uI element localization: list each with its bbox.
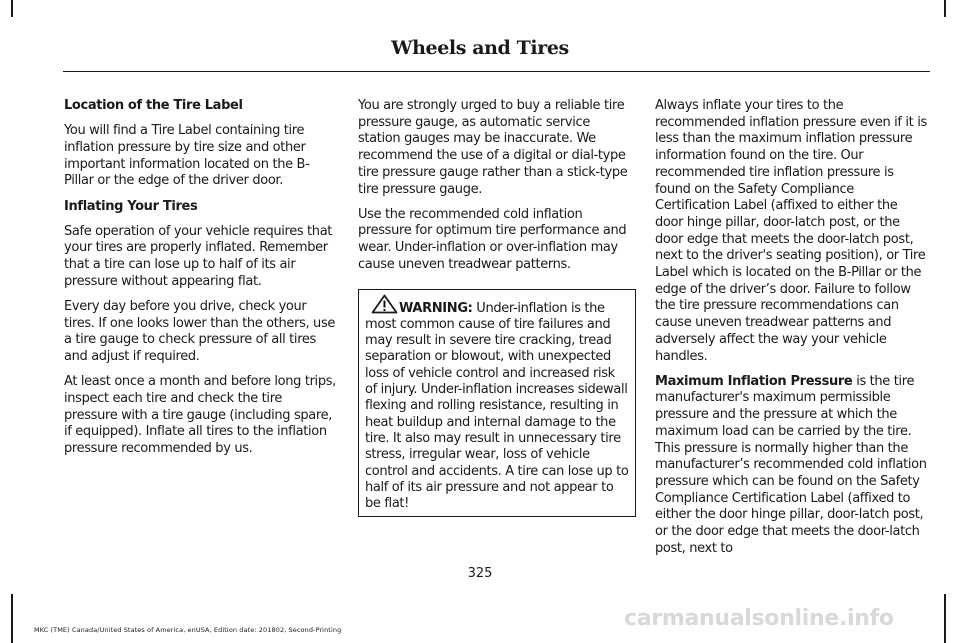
crop-mark bbox=[11, 594, 13, 643]
warning-label: WARNING: bbox=[399, 300, 473, 316]
watermark: carmanualsonline.info bbox=[624, 606, 894, 631]
edition-footer: MKC (TME) Canada/United States of America, enUSA, Edition date: 201802, Second-Printing bbox=[34, 626, 342, 634]
paragraph: Always inflate your tires to the recommended inflation pressure even if it is less than the maximum inflation pressure information found on the tire. Our recommended tire inflation pressure is found on the Safety Compliance Certification Label (affixed to either the door hinge pillar, door-latch post, or the door edge that meets the door-latch post, next to the driver's seating position), or Tire Label which is located on the B-Pillar or the edge of the driver’s door. Failure to follow the tire pressure recommendations can cause uneven treadwear patterns and adversely affect the way your vehicle handles. bbox=[655, 98, 927, 364]
page-section-title: Wheels and Tires bbox=[391, 37, 569, 59]
text-column-left bbox=[64, 98, 336, 466]
paragraph: Every day before you drive, check your tires. If one looks lower than the others, use a tire gauge to check pressure of all tires and adjust if required. bbox=[64, 299, 336, 365]
text-column-right bbox=[655, 98, 929, 566]
text-column-middle bbox=[358, 98, 636, 517]
paragraph: You are strongly urged to buy a reliable tire pressure gauge, as automatic service station gauges may be inaccurate. We recommend the use of a digital or dial-type tire pressure gauge rather than a stick-type tire pressure gauge. bbox=[358, 98, 628, 197]
term-max-inflation-pressure: Maximum Inflation Pressure bbox=[655, 373, 853, 389]
header-divider bbox=[63, 71, 930, 72]
warning-triangle-icon bbox=[371, 294, 398, 314]
paragraph: Use the recommended cold inflation pressure for optimum tire performance and wear. Under-inflation or over-inflation may cause uneven treadwear patterns. bbox=[358, 206, 627, 272]
warning-text: Under-inflation is the most common cause of tire failures and may result in severe tire cracking, tread separation or blowout, with unexpected loss of vehicle control and increased risk of injury. Under-inflation increases sidewall flexing and rolling resistance, resulting in heat buildup and internal damage to the tire. It also may result in unnecessary tire stress, irregular wear, loss of vehicle control and accidents. A tire can lose up to half of its air pressure and not appear to be flat! bbox=[365, 300, 629, 512]
paragraph: Safe operation of your vehicle requires that your tires are properly inflated. Remember that a tire can lose up to half of its air pressure without appearing flat. bbox=[64, 223, 333, 289]
crop-mark bbox=[944, 594, 946, 643]
paragraph bbox=[655, 374, 929, 558]
heading-inflating-tires: Inflating Your Tires bbox=[64, 198, 198, 214]
paragraph: At least once a month and before long trips, inspect each tire and check the tire pressure with a tire gauge (including spare, if equipped). Inflate all tires to the inflation pressure recommended by us. bbox=[64, 374, 336, 457]
crop-mark bbox=[11, 0, 13, 17]
paragraph-text: is the tire manufacturer's maximum permissible pressure and the pressure at which the maximum load can be carried by the tire. This pressure is normally higher than the manufacturer’s recommended cold inflation pressure which can be found on the Safety Compliance Certification Label (affixed to either the door hinge pillar, door-latch post, or the door edge that meets the door-latch post, next to bbox=[655, 373, 927, 556]
heading-tire-label-location: Location of the Tire Label bbox=[64, 98, 243, 113]
paragraph: You will find a Tire Label containing tire inflation pressure by tire size and other important information located on the B-Pillar or the edge of the driver door. bbox=[64, 123, 310, 189]
page-number: 325 bbox=[467, 566, 493, 581]
crop-mark bbox=[944, 0, 946, 17]
warning-box bbox=[358, 289, 636, 518]
